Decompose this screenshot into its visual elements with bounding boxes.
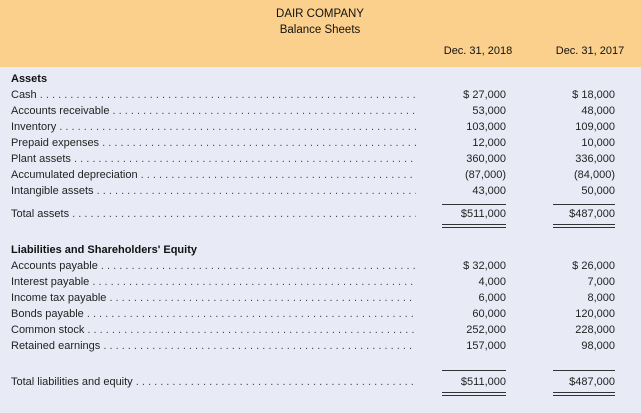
equity-row-retained-earnings — [0, 340, 641, 356]
value-2018: $ 27,000 — [463, 89, 506, 101]
value-2017: 10,000 — [581, 137, 615, 149]
liabilities-heading: Liabilities and Shareholders' Equity — [11, 244, 197, 256]
value-2017: $487,000 — [569, 376, 615, 388]
subtotal-rule-2018 — [442, 370, 506, 371]
column-header-2017: Dec. 31, 2017 — [555, 45, 625, 57]
value-2017: (84,000) — [574, 169, 615, 181]
value-2018: 12,000 — [472, 137, 506, 149]
total-double-rule-2017 — [553, 224, 615, 228]
header-band — [0, 0, 641, 67]
value-2018: 6,000 — [478, 292, 506, 304]
equity-row-common-stock — [0, 324, 641, 340]
row-label: Accumulated depreciation . . . — [11, 169, 416, 181]
subtotal-rule-2017 — [553, 370, 615, 371]
subtotal-rule-2018 — [442, 204, 506, 205]
asset-row-cash — [0, 89, 641, 105]
row-label: Accounts receivable . . . — [11, 105, 416, 117]
value-2017: 7,000 — [587, 276, 615, 288]
value-2018: $511,000 — [460, 208, 506, 220]
row-label: Total assets . . . — [11, 208, 416, 220]
asset-row-accumulated-depreciation — [0, 169, 641, 185]
value-2017: 48,000 — [581, 105, 615, 117]
asset-row-prepaid-expenses — [0, 137, 641, 153]
row-label: Bonds payable . . . — [11, 308, 416, 320]
statement-title: Balance Sheets — [279, 24, 361, 36]
asset-row-intangible-assets — [0, 185, 641, 201]
liability-row-interest-payable — [0, 276, 641, 292]
row-label: Income tax payable . . . — [11, 292, 416, 304]
liability-row-accounts-payable — [0, 260, 641, 276]
asset-row-plant-assets — [0, 153, 641, 169]
value-2017: 228,000 — [575, 324, 615, 336]
value-2017: $487,000 — [569, 208, 615, 220]
liability-row-bonds-payable — [0, 308, 641, 324]
total-double-rule-2018 — [442, 224, 506, 228]
value-2018: 157,000 — [466, 340, 506, 352]
asset-row-inventory — [0, 121, 641, 137]
value-2018: 252,000 — [466, 324, 506, 336]
row-label: Plant assets . . . — [11, 153, 416, 165]
row-label: Inventory . . . — [11, 121, 416, 133]
column-header-2018: Dec. 31, 2018 — [443, 45, 513, 57]
row-label: Interest payable . . . — [11, 276, 416, 288]
value-2018: $ 32,000 — [463, 260, 506, 272]
value-2018: 53,000 — [472, 105, 506, 117]
value-2018: 43,000 — [472, 185, 506, 197]
asset-row-accounts-receivable — [0, 105, 641, 121]
value-2017: 50,000 — [581, 185, 615, 197]
subtotal-rule-2017 — [553, 204, 615, 205]
value-2018: 4,000 — [478, 276, 506, 288]
value-2017: 109,000 — [575, 121, 615, 133]
row-label: Retained earnings . . . — [11, 340, 416, 352]
value-2018: 360,000 — [466, 153, 506, 165]
total-double-rule-2017 — [553, 392, 615, 396]
value-2017: 120,000 — [575, 308, 615, 320]
total-liabilities-equity-row — [0, 376, 641, 392]
value-2017: $ 26,000 — [572, 260, 615, 272]
value-2017: 98,000 — [581, 340, 615, 352]
liability-row-income-tax-payable — [0, 292, 641, 308]
value-2018: $511,000 — [460, 376, 506, 388]
value-2017: 336,000 — [575, 153, 615, 165]
value-2018: 60,000 — [472, 308, 506, 320]
row-label: Total liabilities and equity . . . — [11, 376, 416, 388]
value-2018: 103,000 — [466, 121, 506, 133]
row-label: Accounts payable . . . — [11, 260, 416, 272]
company-name: DAIR COMPANY — [276, 8, 364, 20]
row-label: Intangible assets . . . — [11, 185, 416, 197]
row-label: Prepaid expenses . . . — [11, 137, 416, 149]
value-2017: $ 18,000 — [572, 89, 615, 101]
row-label: Common stock . . . — [11, 324, 416, 336]
total-double-rule-2018 — [442, 392, 506, 396]
row-label: Cash . . . — [11, 89, 416, 101]
total-assets-row — [0, 208, 641, 224]
value-2017: 8,000 — [587, 292, 615, 304]
value-2018: (87,000) — [465, 169, 506, 181]
assets-heading: Assets — [11, 73, 48, 85]
